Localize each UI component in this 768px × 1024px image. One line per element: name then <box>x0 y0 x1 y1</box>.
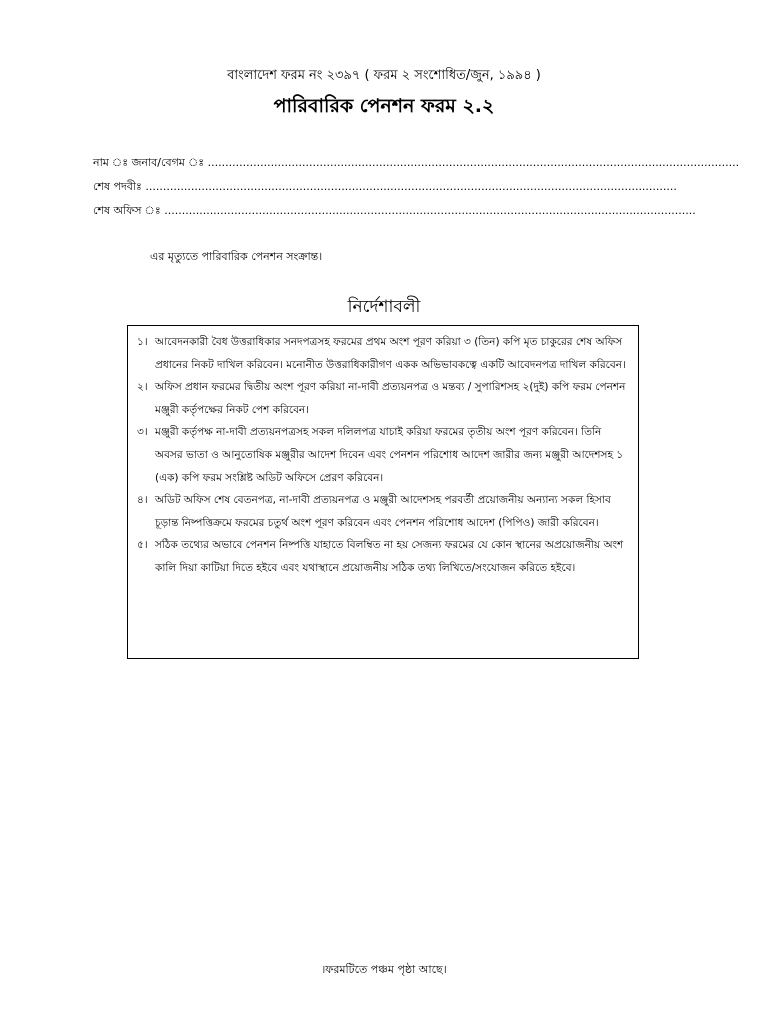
instruction-text: অডিট অফিস শেষ বেতনপত্র, না-দাবী প্রত্যয়নপত্র ও মঞ্জুরী আদেশসহ পরবর্তী প্রয়োজনীয় অন্যান্য সকল হিসাব চূড়ান্ত নিষ্পত্তিক্রমে ফরমের চতুর্থ অংশ পূরণ করিবেন এবং পেনশন পরিশোধ আদেশ (পিপিও) জারী করিবেন। <box>155 494 611 529</box>
office-field <box>93 202 696 221</box>
name-field-dots: ........................................................................................................................................................ <box>207 156 740 169</box>
instruction-text: মঞ্জুরী কর্তৃপক্ষ না-দাবী প্রত্যয়নপত্রসহ সকল দলিলপত্র যাচাই করিয়া ফরমের তৃতীয় অংশ পূরণ করিবেন। তিনি অবসর ভাতা ও আনুতোষিক মঞ্জুরীর আদেশ দিবেন এবং পেনশন পরিশোধ আদেশ জারীর জন্য মঞ্জুরী আদেশসহ ১ (এক) কপি ফরম সংশ্লিষ্ট অডিট অফিসে প্রেরণ করিবেন। <box>155 426 624 484</box>
form-code: বাংলাদেশ ফরম নং ২৩৯৭ ( ফরম ২ সংশোধিত/জুন, ১৯৯৪ ) <box>227 68 541 83</box>
instructions-list <box>137 331 628 580</box>
instruction-number: ৩। <box>137 426 148 439</box>
death-note: এর মৃত্যুতে পারিবারিক পেনশন সংক্রান্ত। <box>150 250 323 263</box>
name-field <box>93 154 740 173</box>
office-field-label: শেষ অফিস ঃ <box>93 204 161 217</box>
instructions-box <box>127 325 639 659</box>
instruction-item <box>137 534 628 579</box>
designation-field-label: শেষ পদবীঃ <box>93 180 142 193</box>
instruction-number: ১। <box>137 336 148 348</box>
footer-note: ।ফরমটিতে পঞ্চম পৃষ্ঠা আছে। <box>321 963 447 976</box>
instruction-item <box>137 376 628 421</box>
instruction-item <box>137 421 628 489</box>
instruction-text: অফিস প্রধান ফরমের দ্বিতীয় অংশ পূরণ করিয়া না-দাবী প্রত্যয়নপত্র ও মন্তব্য / সুপারিশসহ ২(দুই) কপি ফরম পেনশন মঞ্জুরী কর্তৃপক্ষের নিকট পেশ করিবেন। <box>155 381 626 416</box>
office-field-dots: ........................................................................................................................................................ <box>164 204 696 217</box>
form-title: পারিবারিক পেনশন ফরম ২.২ <box>273 95 495 117</box>
instruction-item <box>137 489 628 534</box>
designation-field <box>93 178 677 197</box>
instruction-number: ৪। <box>137 494 148 507</box>
designation-field-dots: ........................................................................................................................................................ <box>145 180 677 193</box>
instruction-item <box>137 331 628 376</box>
instruction-number: ৫। <box>137 539 148 552</box>
instruction-text: সঠিক তথ্যের অভাবে পেনশন নিষ্পত্তি যাহাতে বিলম্বিত না হয় সেজন্য ফরমের যে কোন স্থানের অপ্রয়োজনীয় অংশ কালি দিয়া কাটিয়া দিতে হইবে এবং যথাস্থানে প্রয়োজনীয় সঠিক তথ্য লিখিতে/সংযোজন করিতে হইবে। <box>155 539 624 574</box>
instruction-text: আবেদনকারী বৈধ উত্তরাধিকার সনদপত্রসহ ফরমের প্রথম অংশ পূরণ করিয়া ৩ (তিন) কপি মৃত চাকুরের শেষ অফিস প্রধানের নিকট দাখিল করিবেন। মনোনীত উত্তরাধিকারীগণ একক অভিভাবকত্বে একটি আবেদনপত্র দাখিল করিবেন। <box>155 336 626 371</box>
instructions-heading: নির্দেশাবলী <box>347 297 421 317</box>
instruction-number: ২। <box>137 381 148 394</box>
name-field-label: নাম ঃ জনাব/বেগম ঃ <box>93 156 205 169</box>
